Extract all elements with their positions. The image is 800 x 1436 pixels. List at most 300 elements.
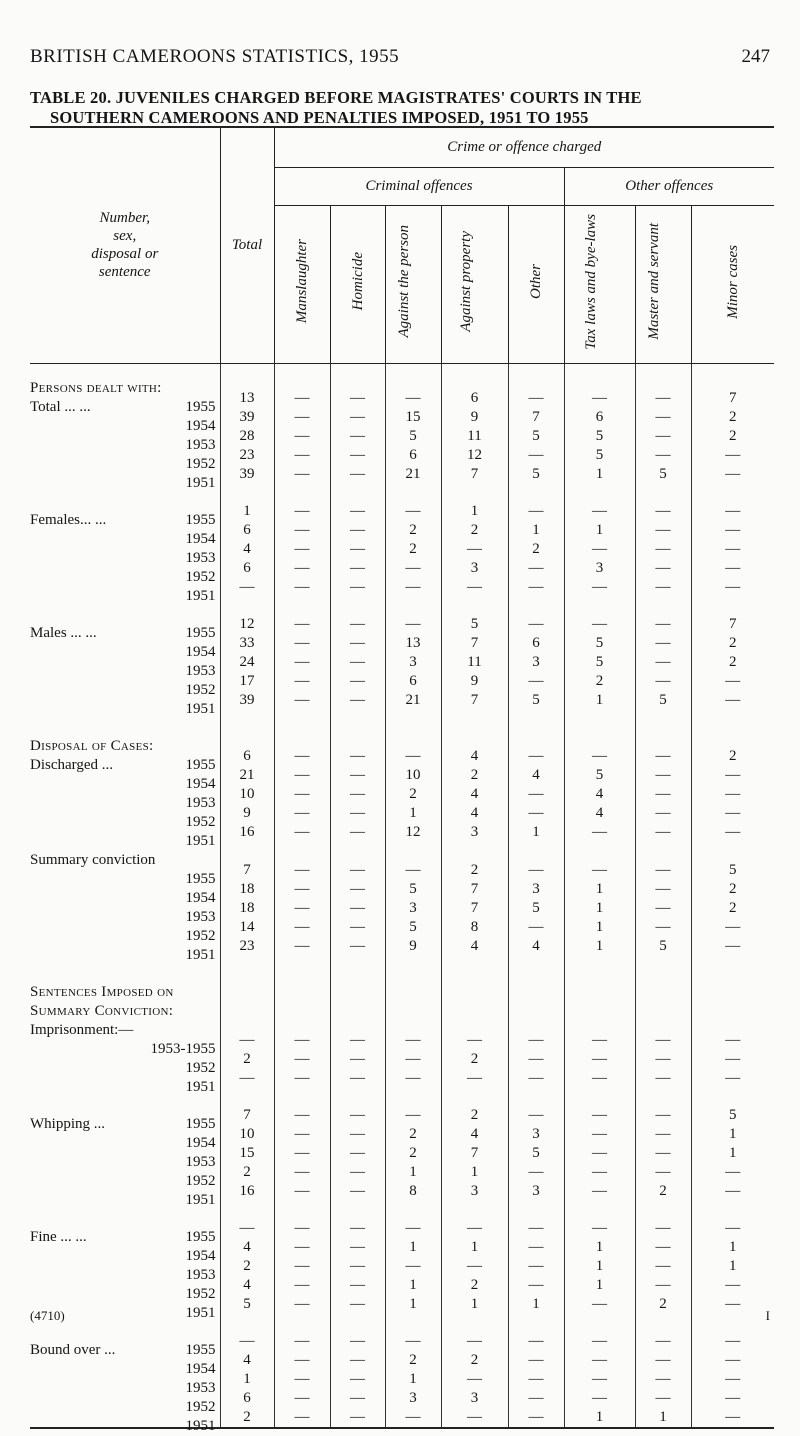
table-row (30, 1276, 774, 1295)
value-cell: — (274, 389, 330, 408)
value-cell: — (635, 1069, 691, 1088)
empty-cell (441, 1012, 508, 1031)
total-cell: 4 (220, 1238, 274, 1257)
table-row (30, 615, 774, 634)
empty-cell (385, 974, 441, 993)
value-cell: 5 (564, 446, 635, 465)
value-cell: 1 (564, 918, 635, 937)
value-cell: 1 (385, 1276, 441, 1295)
value-cell: — (508, 502, 564, 521)
row-year: 1955 (185, 871, 216, 887)
col-manslaughter: Manslaughter (274, 205, 330, 363)
value-cell: — (441, 1219, 508, 1238)
value-cell: 2 (691, 880, 774, 899)
total-cell: 6 (220, 1389, 274, 1408)
value-cell: — (691, 823, 774, 842)
value-cell: — (635, 653, 691, 672)
empty-cell (508, 1201, 564, 1219)
value-cell: — (635, 1238, 691, 1257)
value-cell: — (564, 861, 635, 880)
row-label: Fine ... ... (30, 1229, 87, 1245)
value-cell: — (508, 446, 564, 465)
empty-cell (441, 956, 508, 974)
empty-cell (274, 484, 330, 502)
row-heading: Summary conviction (30, 852, 156, 868)
value-cell: 7 (508, 408, 564, 427)
value-cell: — (691, 1163, 774, 1182)
value-cell: — (441, 1408, 508, 1428)
table-row (30, 672, 774, 691)
empty-cell (220, 484, 274, 502)
value-cell: 1 (441, 1238, 508, 1257)
value-cell: 6 (508, 634, 564, 653)
empty-cell (385, 842, 441, 861)
value-cell: — (508, 1163, 564, 1182)
empty-cell (635, 597, 691, 615)
value-cell: 5 (508, 465, 564, 484)
value-cell: 2 (441, 861, 508, 880)
row-year: 1952 (185, 682, 216, 698)
value-cell: — (274, 1257, 330, 1276)
empty-cell (220, 974, 274, 993)
value-cell: 1 (691, 1257, 774, 1276)
value-cell: 2 (385, 521, 441, 540)
value-cell: — (385, 747, 441, 766)
spacer-row (30, 1201, 774, 1219)
value-cell: — (635, 502, 691, 521)
row-year: 1952 (185, 1060, 216, 1076)
value-cell: 3 (508, 1125, 564, 1144)
value-cell: — (330, 1238, 385, 1257)
value-cell: 5 (635, 691, 691, 710)
value-cell: 3 (508, 880, 564, 899)
table-row (30, 1163, 774, 1182)
page-header (30, 46, 770, 68)
value-cell: — (274, 634, 330, 653)
running-head: BRITISH CAMEROONS STATISTICS, 1955 (30, 46, 400, 67)
total-cell: 1 (220, 1370, 274, 1389)
value-cell: — (635, 446, 691, 465)
value-cell: — (330, 937, 385, 956)
empty-cell (564, 974, 635, 993)
empty-cell (330, 993, 385, 1012)
value-cell: — (274, 615, 330, 634)
empty-cell (220, 710, 274, 728)
value-cell: 1 (564, 937, 635, 956)
table-row (30, 427, 774, 446)
row-label: Females... ... (30, 512, 107, 528)
row-year: 1955 (185, 1229, 216, 1245)
value-cell: — (274, 1182, 330, 1201)
value-cell: — (691, 1370, 774, 1389)
value-cell: — (691, 578, 774, 597)
value-cell: — (330, 804, 385, 823)
table-row (30, 540, 774, 559)
empty-cell (385, 728, 441, 747)
other-offences-header: Other offences (564, 167, 774, 205)
value-cell: 1 (564, 691, 635, 710)
table-row (30, 502, 774, 521)
value-cell: — (330, 446, 385, 465)
value-cell: — (330, 1276, 385, 1295)
value-cell: — (508, 672, 564, 691)
value-cell: 21 (385, 691, 441, 710)
value-cell: — (691, 1219, 774, 1238)
total-cell: 2 (220, 1163, 274, 1182)
empty-cell (691, 993, 774, 1012)
value-cell: — (508, 1370, 564, 1389)
empty-cell (508, 956, 564, 974)
total-cell: 21 (220, 766, 274, 785)
value-cell: — (691, 804, 774, 823)
value-cell: — (330, 1389, 385, 1408)
table-row (30, 1389, 774, 1408)
value-cell: — (508, 1351, 564, 1370)
value-cell: — (274, 1069, 330, 1088)
value-cell: — (274, 918, 330, 937)
row-year: 1952 (185, 814, 216, 830)
value-cell: — (274, 1163, 330, 1182)
value-cell: — (564, 540, 635, 559)
value-cell: — (691, 1332, 774, 1351)
value-cell: — (441, 1257, 508, 1276)
empty-cell (635, 363, 691, 389)
empty-cell (330, 1012, 385, 1031)
value-cell: — (635, 1050, 691, 1069)
value-cell: — (635, 540, 691, 559)
table-title-line-1: TABLE 20. JUVENILES CHARGED BEFORE MAGISTRATES' COURTS IN THE (30, 88, 642, 107)
total-cell: 4 (220, 540, 274, 559)
value-cell: 2 (385, 1351, 441, 1370)
empty-cell (441, 710, 508, 728)
empty-cell (564, 956, 635, 974)
value-cell: — (274, 1370, 330, 1389)
value-cell: — (635, 823, 691, 842)
value-cell: — (330, 1332, 385, 1351)
page-number: 247 (741, 46, 770, 67)
value-cell: 1 (691, 1125, 774, 1144)
value-cell: — (274, 1125, 330, 1144)
empty-cell (274, 842, 330, 861)
value-cell: 3 (385, 653, 441, 672)
value-cell: 3 (385, 899, 441, 918)
total-cell: 14 (220, 918, 274, 937)
empty-cell (635, 710, 691, 728)
value-cell: 3 (441, 559, 508, 578)
value-cell: — (564, 1050, 635, 1069)
value-cell: — (635, 1219, 691, 1238)
value-cell: 2 (385, 540, 441, 559)
total-cell: 2 (220, 1050, 274, 1069)
value-cell: — (385, 1106, 441, 1125)
table-row (30, 1408, 774, 1428)
col-against-property: Against property (441, 205, 508, 363)
value-cell: 2 (691, 653, 774, 672)
value-cell: 1 (691, 1144, 774, 1163)
empty-cell (220, 1088, 274, 1106)
empty-cell (441, 728, 508, 747)
value-cell: 12 (385, 823, 441, 842)
value-cell: 1 (635, 1408, 691, 1428)
table-row (30, 766, 774, 785)
value-cell: — (330, 1370, 385, 1389)
value-cell: 2 (385, 1144, 441, 1163)
table-row (30, 559, 774, 578)
total-cell: — (220, 1332, 274, 1351)
value-cell: 2 (441, 1276, 508, 1295)
total-cell: 10 (220, 785, 274, 804)
table-row (30, 918, 774, 937)
value-cell: 1 (564, 1276, 635, 1295)
table-row (30, 1332, 774, 1351)
total-cell: 24 (220, 653, 274, 672)
row-year: 1953-1955 (150, 1041, 216, 1057)
value-cell: 2 (564, 672, 635, 691)
value-cell: — (691, 766, 774, 785)
empty-cell (508, 597, 564, 615)
value-cell: — (564, 615, 635, 634)
empty-cell (220, 363, 274, 389)
value-cell: — (691, 785, 774, 804)
value-cell: — (330, 861, 385, 880)
row-year: 1951 (185, 833, 216, 849)
value-cell: — (274, 1219, 330, 1238)
empty-cell (330, 974, 385, 993)
value-cell: 1 (385, 1238, 441, 1257)
value-cell: 1 (564, 465, 635, 484)
table-row (30, 1050, 774, 1069)
table-row (30, 653, 774, 672)
empty-cell (274, 993, 330, 1012)
value-cell: — (385, 1069, 441, 1088)
value-cell: — (330, 823, 385, 842)
empty-cell (564, 710, 635, 728)
value-cell: — (564, 1106, 635, 1125)
empty-cell (508, 842, 564, 861)
total-cell: 16 (220, 823, 274, 842)
total-cell: 4 (220, 1276, 274, 1295)
empty-cell (385, 1012, 441, 1031)
empty-cell (274, 597, 330, 615)
empty-cell (330, 1201, 385, 1219)
value-cell: 4 (564, 785, 635, 804)
signature-mark: I (765, 1308, 770, 1323)
value-cell: — (330, 653, 385, 672)
value-cell: — (635, 1257, 691, 1276)
value-cell: 2 (508, 540, 564, 559)
value-cell: — (564, 502, 635, 521)
row-year: 1955 (185, 757, 216, 773)
value-cell: — (330, 1031, 385, 1050)
value-cell: 2 (441, 1351, 508, 1370)
row-year: 1955 (185, 512, 216, 528)
empty-cell (220, 842, 274, 861)
value-cell: — (274, 766, 330, 785)
col-homicide: Homicide (330, 205, 385, 363)
row-year: 1954 (185, 418, 216, 434)
value-cell: — (274, 880, 330, 899)
value-cell: 3 (508, 653, 564, 672)
value-cell: 6 (385, 446, 441, 465)
value-cell: — (508, 1408, 564, 1428)
value-cell: — (274, 540, 330, 559)
value-cell: — (385, 861, 441, 880)
value-cell: 5 (691, 1106, 774, 1125)
value-cell: — (385, 615, 441, 634)
value-cell: — (274, 1106, 330, 1125)
value-cell: — (274, 804, 330, 823)
spacer-row (30, 597, 774, 615)
spacer-row (30, 956, 774, 974)
value-cell: — (274, 899, 330, 918)
value-cell: 3 (508, 1182, 564, 1201)
value-cell: — (691, 1069, 774, 1088)
empty-cell (274, 710, 330, 728)
row-label: Males ... ... (30, 625, 97, 641)
empty-cell (508, 484, 564, 502)
row-year: 1952 (185, 928, 216, 944)
value-cell: 9 (441, 672, 508, 691)
value-cell: — (274, 861, 330, 880)
table-row (30, 899, 774, 918)
table-row (30, 937, 774, 956)
value-cell: — (691, 918, 774, 937)
value-cell: 3 (564, 559, 635, 578)
value-cell: — (330, 465, 385, 484)
value-cell: — (635, 559, 691, 578)
row-year: 1953 (185, 1380, 216, 1396)
table-row (30, 1257, 774, 1276)
value-cell: — (691, 1351, 774, 1370)
empty-cell (635, 993, 691, 1012)
value-cell: — (385, 1408, 441, 1428)
row-year: 1952 (185, 569, 216, 585)
value-cell: — (330, 1351, 385, 1370)
value-cell: — (385, 1050, 441, 1069)
value-cell: — (635, 427, 691, 446)
row-year: 1954 (185, 1248, 216, 1264)
row-heading: Sentences Imposed on (30, 984, 174, 1000)
row-year: 1952 (185, 1399, 216, 1415)
value-cell: — (691, 672, 774, 691)
empty-cell (385, 993, 441, 1012)
value-cell: — (330, 880, 385, 899)
table-row (30, 521, 774, 540)
row-year: 1954 (185, 890, 216, 906)
row-label: Total ... ... (30, 399, 91, 415)
row-year: 1954 (185, 1361, 216, 1377)
row-year: 1953 (185, 1154, 216, 1170)
value-cell: — (508, 615, 564, 634)
value-cell: — (635, 1144, 691, 1163)
empty-cell (441, 993, 508, 1012)
row-year: 1954 (185, 531, 216, 547)
value-cell: — (635, 1389, 691, 1408)
row-year: 1954 (185, 1135, 216, 1151)
value-cell: 11 (441, 653, 508, 672)
subheading-row (30, 842, 774, 861)
value-cell: — (691, 502, 774, 521)
empty-cell (220, 728, 274, 747)
value-cell: 1 (564, 1257, 635, 1276)
value-cell: — (508, 1050, 564, 1069)
value-cell: — (385, 1031, 441, 1050)
value-cell: — (330, 427, 385, 446)
value-cell: — (691, 937, 774, 956)
section-heading-row (30, 363, 774, 389)
value-cell: — (274, 1144, 330, 1163)
value-cell: — (508, 389, 564, 408)
value-cell: — (330, 408, 385, 427)
empty-cell (274, 956, 330, 974)
value-cell: 2 (691, 747, 774, 766)
value-cell: — (635, 747, 691, 766)
total-cell: 13 (220, 389, 274, 408)
table-row (30, 389, 774, 408)
value-cell: — (564, 1069, 635, 1088)
table-title-line-2: SOUTHERN CAMEROONS AND PENALTIES IMPOSED, 1951 TO 1955 (50, 108, 589, 127)
empty-cell (691, 974, 774, 993)
value-cell: — (691, 1276, 774, 1295)
value-cell: — (274, 937, 330, 956)
value-cell: 6 (564, 408, 635, 427)
value-cell: 5 (508, 427, 564, 446)
value-cell: — (274, 408, 330, 427)
value-cell: 5 (508, 691, 564, 710)
value-cell: — (330, 918, 385, 937)
empty-cell (691, 710, 774, 728)
total-cell: 7 (220, 1106, 274, 1125)
value-cell: — (330, 1144, 385, 1163)
value-cell: 6 (441, 389, 508, 408)
crime-header: Crime or offence charged (274, 127, 774, 167)
empty-cell (691, 363, 774, 389)
value-cell: 3 (441, 823, 508, 842)
row-year: 1955 (185, 1342, 216, 1358)
empty-cell (385, 484, 441, 502)
value-cell: — (274, 502, 330, 521)
section-heading-row (30, 728, 774, 747)
value-cell: — (330, 1163, 385, 1182)
value-cell: — (508, 804, 564, 823)
criminal-offences-header: Criminal offences (274, 167, 564, 205)
value-cell: — (274, 823, 330, 842)
value-cell: 12 (441, 446, 508, 465)
table-row (30, 861, 774, 880)
empty-cell (508, 1088, 564, 1106)
value-cell: — (691, 1295, 774, 1314)
value-cell: 4 (508, 937, 564, 956)
value-cell: — (508, 1031, 564, 1050)
table-row (30, 578, 774, 597)
value-cell: 4 (441, 804, 508, 823)
value-cell: 7 (441, 880, 508, 899)
value-cell: — (635, 1351, 691, 1370)
empty-cell (508, 728, 564, 747)
total-cell: 1 (220, 502, 274, 521)
value-cell: — (330, 785, 385, 804)
value-cell: — (385, 1257, 441, 1276)
value-cell: — (508, 1069, 564, 1088)
value-cell: — (385, 1332, 441, 1351)
value-cell: — (274, 1408, 330, 1428)
total-cell: 12 (220, 615, 274, 634)
value-cell: 1 (508, 1295, 564, 1314)
total-cell: 23 (220, 937, 274, 956)
value-cell: 2 (441, 1106, 508, 1125)
table-row (30, 446, 774, 465)
value-cell: — (330, 1219, 385, 1238)
